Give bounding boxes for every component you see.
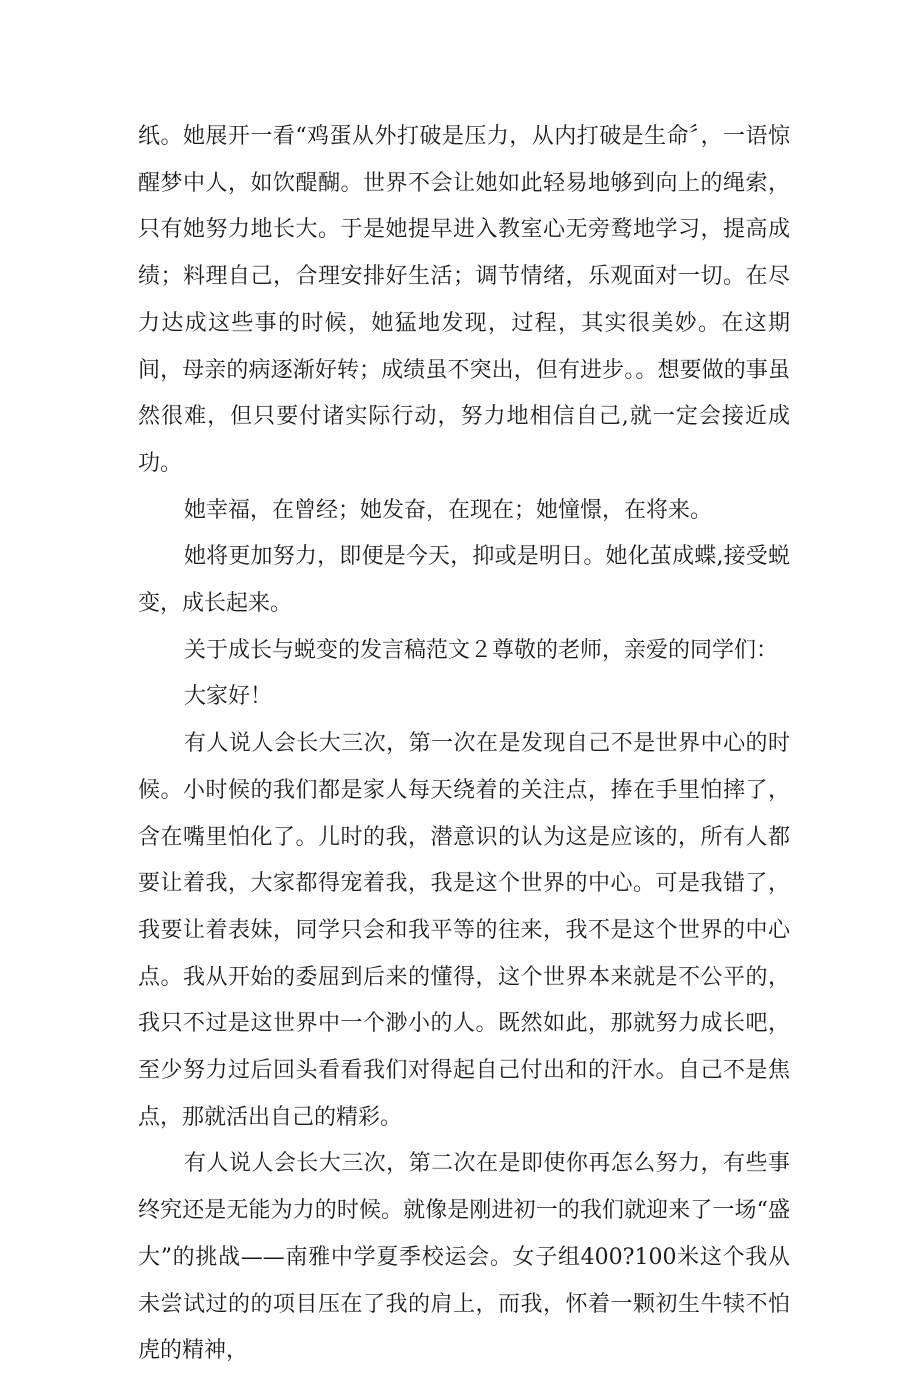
paragraph-6: 有人说人会长大三次，第一次在是发现自己不是世界中心的时候。小时候的我们都是家人每天绕着的关注点，捧在手里怕摔了，含在嘴里怕化了。儿时的我，潜意识的认为这是应该的，所有人都要让着我，大家都得宠着我，我是这个世界的中心。可是我错了，我要让着表妹，同学只会和我平等的往来，我不是这个世界的中心点。我从开始的委屈到后来的懂得，这个世界本来就是不公平的，我只不过是这世界中一个渺小的人。既然如此，那就努力成长吧，至少努力过后回头看看我们对得起自己付出和的汗水。自己不是焦点，那就活出自己的精彩。 bbox=[138, 731, 790, 1130]
paragraph-5-greeting: 大家好！ bbox=[184, 684, 273, 710]
document-body bbox=[138, 114, 790, 1375]
paragraph-1: 纸。她展开一看“鸡蛋从外打破是压力，从内打破是生命〞，一语惊醒梦中人，如饮醍醐。世界不会让她如此轻易地够到向上的绳索，只有她努力地长大。于是她提早进入教室心无旁鹜地学习，提高成绩；料理自己，合理安排好生活；调节情绪，乐观面对一切。在尽力达成这些事的时候，她猛地发现，过程，其实很美妙。在这期间，母亲的病逐渐好转；成绩虽不突出，但有进步。。想要做的事虽然很难，但只要付诸实际行动，努力地相信自己,就一定会接近成功。 bbox=[138, 124, 790, 476]
paragraph-4-heading: 关于成长与蜕变的发言稿范文２尊敬的老师，亲爱的同学们： bbox=[184, 637, 779, 663]
paragraph-2: 她幸福，在曾经；她发奋，在现在；她憧憬，在将来。 bbox=[184, 497, 713, 523]
paragraph-3: 她将更加努力，即便是今天，抑或是明日。她化茧成蝶,接受蜕变，成长起来。 bbox=[138, 544, 790, 617]
paragraph-7: 有人说人会长大三次，第二次在是即使你再怎么努力，有些事终究还是无能为力的时候。就像是刚进初一的我们就迎来了一场“盛大”的挑战——南雅中学夏季校运会。女子组400?100米这个我从未尝试过的的项目压在了我的肩上，而我，怀着一颗初生牛犊不怕虎的精神， bbox=[138, 1151, 790, 1364]
